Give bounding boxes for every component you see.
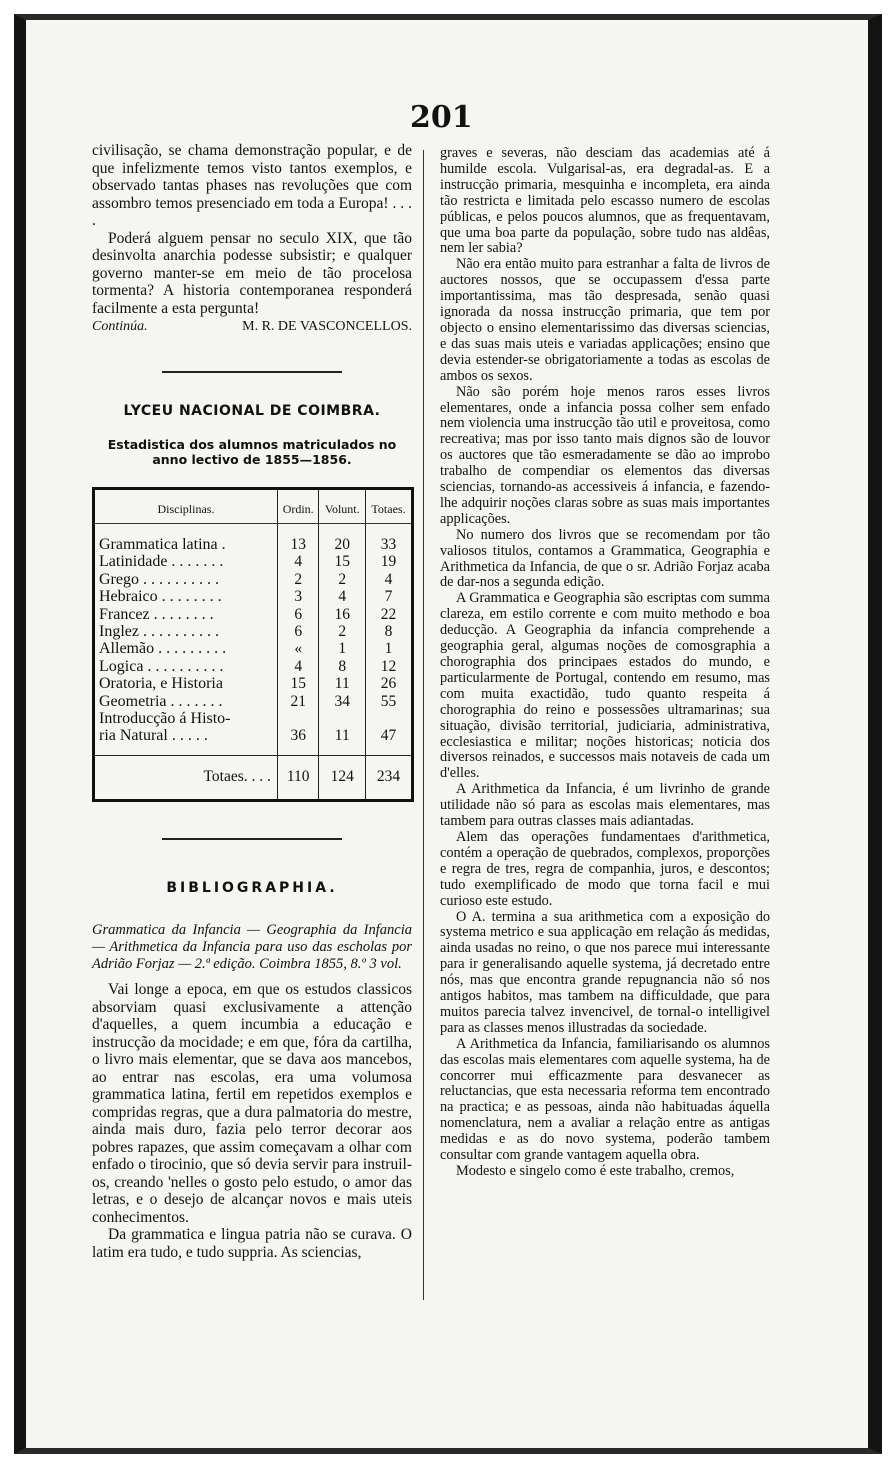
cell-ordin: « (277, 640, 319, 657)
right-paragraph: A Arithmetica da Infancia, familiarisando os alumnos das escolas mais elementares com aquelle systema, ha de concorrer mui efficazmente para desvanecer as reluctancias, que esta necessaria reforma tem encontrado na practica; e as pessoas, ainda não habituadas áquella nomenclatura, nem a avaliar a relação entre as antigas medidas e as do novo systema, poderão tambem consultar com grande vantagem aquella obra. (440, 1035, 770, 1164)
signature-line (92, 319, 412, 335)
table-row (94, 606, 413, 623)
header-ordin: Ordin. (277, 489, 319, 524)
cell-volunt: 4 (319, 588, 366, 605)
cell-discipline: Hebraico . . . . . . . . (94, 588, 278, 605)
cell-total: 33 (380, 536, 397, 553)
right-paragraph: A Arithmetica da Infancia, é um livrinho de grande utilidade não só para as escolas mais elementares, mas tambem para outras classes mais adiantadas. (440, 781, 770, 830)
cell-total: 26 (380, 675, 397, 693)
cell-discipline: Grammatica latina . (94, 524, 278, 554)
biblio-paragraph-1: Vai longe a epoca, em que os estudos classicos absorviam quasi exclusivamente a attenção d'aquelles, a quem incumbia a educação e instrucção da mocidade; e em que, fóra da cartilha, o livro mais elementar, que se dava aos mancebos, ao entrar nas escolas, era uma volumosa grammatica latina, fertil em repetidos exemplos e compridas regras, que a dura palmatoria do mestre, ainda mais duro, fazia pelo terror decorar aos pobres rapazes, que assim começavam a olhar com enfado o tirocinio, que só devia servir para instruil-os, creando 'nelles o gosto pelo estudo, o amor das letras, e o desejo de alcançar novos e mais uteis conhecimentos. (92, 981, 412, 1226)
table-total-row (94, 755, 413, 800)
cell-discipline: Logica . . . . . . . . . . (94, 658, 278, 675)
cell-volunt (319, 710, 366, 727)
cell-total (366, 710, 413, 727)
table-row (94, 693, 413, 710)
cell-volunt: 11 (319, 675, 366, 692)
table-row (94, 588, 413, 605)
intro-paragraph-1: civilisação, se chama demonstração popular, e de que infelizmente temos visto tantos exemplos, e observado tantas phases nas revoluções que com assombro temos presenciado em toda a Europa! . . . . (92, 142, 412, 229)
page-number: 201 (410, 100, 473, 135)
left-column (92, 142, 412, 1261)
cell-volunt: 16 (319, 606, 366, 623)
right-paragraph: O A. termina a sua arithmetica com a exposição do systema metrico e sua applicação em relação ás medidas, ainda usadas no reino, o que nos parece mui interessante para ir generalisando aquelle systema, já decretado entre nós, mas que encontra grande repugnancia não só nos antigos habitos, mas tambem na difficuldade, que para muitos parecia talvez invencivel, de tornal-o intelligivel para as classes menos illustradas da sociedade. (440, 908, 770, 1036)
cell-total: 8 (384, 623, 393, 641)
table-row (94, 553, 413, 570)
continua-label: Continúa. (92, 319, 148, 334)
total-volunt: 124 (319, 755, 366, 800)
cell-total: 7 (384, 588, 393, 606)
cell-discipline: ria Natural . . . . . (94, 727, 278, 755)
cell-volunt: 2 (319, 623, 366, 640)
cell-volunt: 15 (319, 553, 366, 570)
section-rule-2 (162, 838, 342, 840)
cell-total: 4 (384, 570, 393, 588)
author-name: M. R. DE VASCONCELLOS. (242, 319, 412, 334)
table-row (94, 623, 413, 640)
section-rule-1 (162, 371, 342, 373)
total-sum: 234 (366, 755, 413, 800)
table-row (94, 710, 413, 727)
header-volunt: Volunt. (319, 489, 366, 524)
right-paragraph: Não era então muito para estranhar a falta de livros de auctores nossos, que se occupassem d'essa parte importantissima, mas tão despresada, senão quasi ignorada da nossa instrucção primaria, que tem por objecto o ensino elementarissimo das diversas sciencias, e das suas mais uteis e variadas applicações; ensino que devia estender-se obrigatoriamente a todas as escolas de ambos os sexos. (440, 256, 770, 384)
cell-volunt: 34 (319, 693, 366, 710)
bibliographia-heading: BIBLIOGRAPHIA. (166, 880, 338, 897)
table-header-row (94, 489, 413, 524)
cell-discipline: Oratoria, e Historia (94, 675, 278, 692)
cell-volunt: 8 (319, 658, 366, 675)
cell-discipline: Inglez . . . . . . . . . . (94, 623, 278, 640)
column-divider (423, 150, 424, 1300)
cell-discipline: Francez . . . . . . . . (94, 606, 278, 623)
cell-ordin: 3 (277, 588, 319, 605)
cell-ordin: 36 (277, 727, 319, 755)
header-disciplinas: Disciplinas. (94, 489, 278, 524)
cell-total: 47 (380, 727, 397, 745)
biblio-paragraph-2: Da grammatica e lingua patria não se curava. O latim era tudo, e tudo suppria. As sciencias, (92, 1226, 412, 1261)
right-paragraph: A Grammatica e Geographia são escriptas com summa clareza, em estilo corrente e com muito methodo e boa deducção. A Geographia da infancia comprehende a geographia geral, algumas noções de comosgraphia a chorographia dos principaes estados do mundo, e particularmente de Portugal, contendo em resumo, mas com muita exactidão, tudo quanto respeita á chorographia do reino e possessões ultramarinas; sua situação, divisão territorial, judiciaria, administrativa, ecclesiastica e militar; noções historicas; noticia dos diversos reinados, e successos mais notaveis de cada um d'elles. (440, 590, 770, 782)
cell-total: 55 (380, 692, 397, 710)
total-ordin: 110 (277, 755, 319, 800)
lyceu-heading: LYCEU NACIONAL DE COIMBRA. (123, 403, 381, 419)
cell-ordin: 13 (277, 524, 319, 554)
right-paragraph: No numero dos livros que se recomendam por tão valiosos titulos, contamos a Grammatica, Geographia e Arithmetica da Infancia, de que o sr. Adrião Forjaz acaba de dar-nos a segunda edição. (440, 526, 770, 591)
table-row (94, 524, 413, 554)
table-row (94, 571, 413, 588)
cell-ordin: 21 (277, 693, 319, 710)
cell-ordin: 4 (277, 553, 319, 570)
intro-paragraph-2: Poderá alguem pensar no seculo XIX, que tão desinvolta anarchia podesse subsistir; e qualquer governo manter-se em meio de tão procelosa tormenta? A historia contemporanea responderá facilmente a esta pergunta! (92, 229, 412, 317)
bibliography-reference: Grammatica da Infancia — Geographia da Infancia — Arithmetica da Infancia para uso das escholas por Adrião Forjaz — 2.ª edição. Coimbra 1855, 8.º 3 vol. (92, 922, 412, 973)
enrollment-table (92, 487, 414, 802)
cell-ordin: 6 (277, 606, 319, 623)
cell-volunt: 11 (319, 727, 366, 755)
cell-discipline: Introducção á Histo- (94, 710, 278, 727)
total-label: Totaes. . . . (94, 755, 278, 800)
right-column (440, 146, 770, 1180)
table-row (94, 727, 413, 755)
cell-volunt: 1 (319, 640, 366, 657)
cell-total: 1 (384, 640, 393, 658)
table-row (94, 658, 413, 675)
cell-discipline: Grego . . . . . . . . . . (94, 571, 278, 588)
cell-ordin: 15 (277, 675, 319, 692)
cell-volunt: 20 (319, 524, 366, 554)
cell-ordin: 4 (277, 658, 319, 675)
right-paragraph: Não são porém hoje menos raros esses livros elementares, onde a infancia possa colher sem enfado nem violencia uma instrucção tão util e proveitosa, como recreativa; mas por isso tanto mais dignos são de louvor os auctores que tão esmeradamente se dão ao improbo trabalho de compendiar os elementos das diversas sciencias, tornando-as accessiveis á infancia, e fazendo-lhe adquirir noções claras sobre as suas mais importantes applicações. (440, 383, 770, 527)
cell-discipline: Geometria . . . . . . . (94, 693, 278, 710)
cell-total: 22 (380, 605, 397, 623)
table-row (94, 675, 413, 692)
right-paragraph: graves e severas, não desciam das academias até á humilde escola. Vulgarisal-as, era degradal-as. E a instrucção primaria, mesquinha e incompleta, era ainda tão restricta e limitada pelo escasso numero de escolas públicas, e pelos poucos alumnos, que as frequentavam, que uma boa parte da população, sobre tudo nas aldêas, nem ler sabia? (440, 145, 770, 257)
cell-ordin: 6 (277, 623, 319, 640)
cell-ordin: 2 (277, 571, 319, 588)
statistics-heading: Estadistica dos alumnos matriculados no anno lectivo de 1855—1856. (107, 437, 397, 467)
cell-volunt: 2 (319, 571, 366, 588)
cell-discipline: Latinidade . . . . . . . (94, 553, 278, 570)
cell-total: 12 (380, 657, 397, 675)
right-paragraph: Alem das operações fundamentaes d'arithmetica, contém a operação de quebrados, complexos, proporções e regra de tres, regra de companhia, juros, e descontos; tudo exemplificado de modo que torna facil e mui curioso este estudo. (440, 828, 770, 909)
header-totaes: Totaes. (366, 489, 413, 524)
right-paragraph: Modesto e singelo como é este trabalho, cremos, (456, 1163, 735, 1179)
cell-ordin (277, 710, 319, 727)
cell-discipline: Allemão . . . . . . . . . (94, 640, 278, 657)
cell-total: 19 (380, 553, 397, 571)
table-row (94, 640, 413, 657)
